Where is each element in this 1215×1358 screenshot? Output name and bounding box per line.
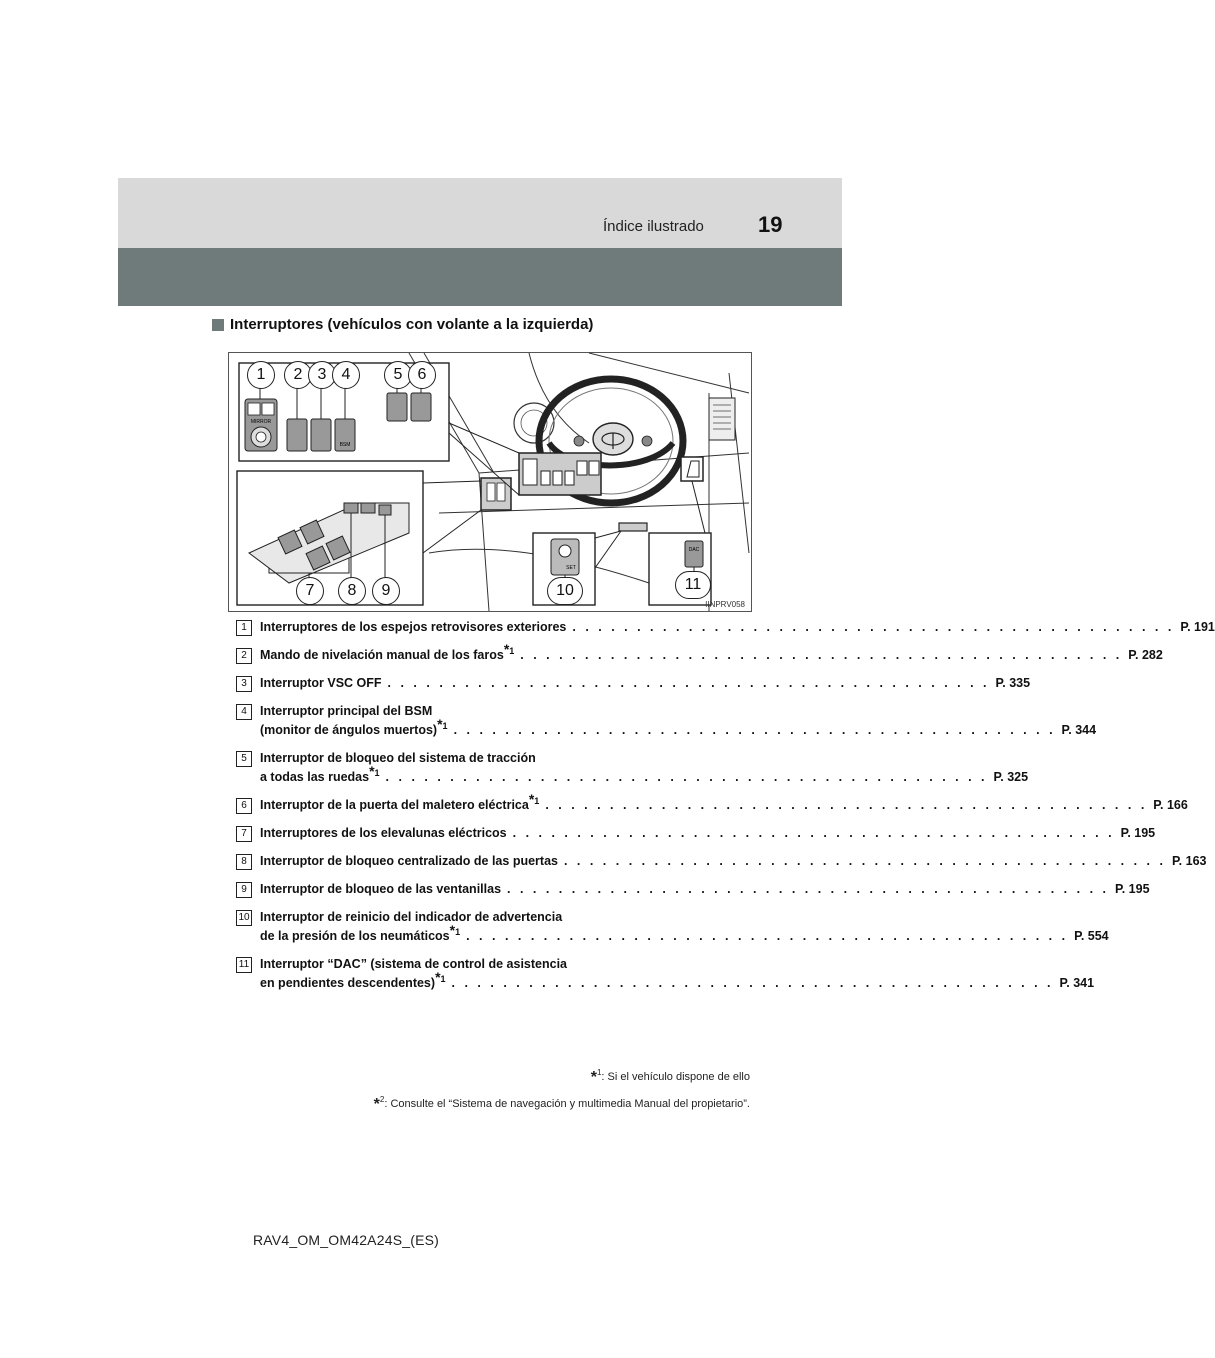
switch-index-list xyxy=(236,618,1215,1002)
callout-2: 2 xyxy=(284,361,312,389)
list-item xyxy=(236,702,1097,740)
item-number-badge: 5 xyxy=(236,751,252,767)
footnotes xyxy=(374,1062,750,1116)
bsm-label: BSM xyxy=(339,442,351,448)
dac-label: DAC xyxy=(688,547,700,553)
footnote-marker-number: 1 xyxy=(455,927,461,937)
item-number-badge: 3 xyxy=(236,676,252,692)
footnote-number: 1 xyxy=(596,1068,602,1077)
dot-leader: . . . . . . . . . . . . . . . . . . . . . . . . . . . . . . . . . . . . . . . . . . . . . . . xyxy=(507,882,1109,896)
item-number-badge: 6 xyxy=(236,798,252,814)
list-item xyxy=(236,749,1029,787)
footer-code: RAV4_OM_OM42A24S_(ES) xyxy=(253,1232,440,1248)
footnote xyxy=(374,1062,750,1089)
section-heading xyxy=(212,316,593,333)
item-number-badge: 1 xyxy=(236,620,252,636)
item-number-badge: 2 xyxy=(236,648,252,664)
square-bullet-icon xyxy=(212,319,224,331)
item-text-line: Interruptor de reinicio del indicador de advertencia xyxy=(260,910,563,924)
dot-leader: . . . . . . . . . . . . . . . . . . . . . . . . . . . . . . . . . . . . . . . . . . . . . . . xyxy=(563,854,1166,868)
footnote-marker-number: 1 xyxy=(374,768,380,778)
callout-11: 11 xyxy=(675,571,711,599)
item-title: Interruptor de bloqueo de las ventanillas xyxy=(260,882,502,896)
callout-6: 6 xyxy=(408,361,436,389)
footnote-text: : Si el vehículo dispone de ello xyxy=(601,1071,750,1083)
footnote-marker-number: 1 xyxy=(442,721,448,731)
item-title: Interruptor de la puerta del maletero eléctrica xyxy=(260,798,529,812)
list-item xyxy=(236,955,1095,993)
page-reference[interactable]: P. 163 xyxy=(1171,854,1207,868)
item-text-line: Interruptor principal del BSM xyxy=(260,704,433,718)
footnote-marker: *1 xyxy=(435,969,446,985)
dot-leader: . . . . . . . . . . . . . . . . . . . . . . . . . . . . . . . . . . . . . . . . . . . . . . . xyxy=(385,770,988,784)
callout-8: 8 xyxy=(338,577,366,605)
page-reference[interactable]: P. 166 xyxy=(1153,798,1188,812)
door-switch-location xyxy=(481,478,511,510)
page-reference[interactable]: P. 554 xyxy=(1074,929,1109,943)
section-name: Índice ilustrado xyxy=(603,218,704,235)
footnote-marker-number: 1 xyxy=(534,796,540,806)
callout-3: 3 xyxy=(308,361,336,389)
item-number-badge: 9 xyxy=(236,882,252,898)
footnote xyxy=(374,1089,750,1116)
switches-illustration xyxy=(228,352,752,612)
list-item xyxy=(236,824,1156,843)
mirror-label: MIRROR xyxy=(250,419,272,425)
page-reference[interactable]: P. 282 xyxy=(1128,648,1163,662)
footnote-marker: *1 xyxy=(528,791,540,807)
item-number-badge: 8 xyxy=(236,854,252,870)
list-item xyxy=(236,618,1215,637)
callout-5: 5 xyxy=(384,361,412,389)
item-number-badge: 7 xyxy=(236,826,252,842)
footnote-marker-number: 1 xyxy=(440,974,446,984)
item-title: Mando de nivelación manual de los faros xyxy=(260,648,504,662)
footnote-marker-number: 1 xyxy=(509,646,515,656)
footnote-marker: *1 xyxy=(369,763,380,779)
footnote-marker: *1 xyxy=(437,716,448,732)
item-title: (monitor de ángulos muertos) xyxy=(260,723,438,737)
footnote-marker: *1 xyxy=(449,922,461,938)
list-item xyxy=(236,880,1150,899)
header-top-band xyxy=(118,178,842,248)
item-title: Interruptores de los espejos retrovisores exteriores xyxy=(260,620,567,634)
item-title: Interruptor de bloqueo centralizado de las puertas xyxy=(260,854,558,868)
item-title: Interruptor VSC OFF xyxy=(260,676,382,690)
callout-10: 10 xyxy=(547,577,583,605)
footnote-marker: *1 xyxy=(503,641,515,657)
set-label: SET xyxy=(566,565,576,571)
dot-leader: . . . . . . . . . . . . . . . . . . . . . . . . . . . . . . . . . . . . . . . . . . . . . . . xyxy=(512,826,1115,840)
item-title: en pendientes descendentes) xyxy=(260,976,436,990)
page-reference[interactable]: P. 195 xyxy=(1115,882,1150,896)
footnote-number: 2 xyxy=(379,1095,385,1104)
item-text-line: Interruptor de bloqueo del sistema de tracción xyxy=(260,751,536,765)
dot-leader: . . . . . . . . . . . . . . . . . . . . . . . . . . . . . . . . . . . . . . . . . . . . . . . xyxy=(520,648,1123,662)
callout-9: 9 xyxy=(372,577,400,605)
item-number-badge: 10 xyxy=(236,910,252,926)
footnote-star: * xyxy=(373,1096,380,1113)
dot-leader: . . . . . . . . . . . . . . . . . . . . . . . . . . . . . . . . . . . . . . . . . . . . . . . xyxy=(387,676,990,690)
list-item xyxy=(236,908,1109,946)
dashboard-drawing xyxy=(229,353,751,611)
page-reference[interactable]: P. 335 xyxy=(995,676,1031,690)
header-dark-band xyxy=(118,248,842,306)
list-item xyxy=(236,791,1188,815)
dot-leader: . . . . . . . . . . . . . . . . . . . . . . . . . . . . . . . . . . . . . . . . . . . . . . . xyxy=(453,723,1056,737)
figure-code: IINPRV058 xyxy=(705,600,745,609)
page-reference[interactable]: P. 344 xyxy=(1061,723,1097,737)
item-title: a todas las ruedas xyxy=(260,770,370,784)
callout-4: 4 xyxy=(332,361,360,389)
dot-leader: . . . . . . . . . . . . . . . . . . . . . . . . . . . . . . . . . . . . . . . . . . . . . . . xyxy=(451,976,1054,990)
item-title: Interruptores de los elevalunas eléctricos xyxy=(260,826,507,840)
section-heading-text: Interruptores (vehículos con volante a la izquierda) xyxy=(230,316,594,333)
list-item xyxy=(236,674,1031,693)
footnote-text: : Consulte el “Sistema de navegación y multimedia Manual del propietario”. xyxy=(384,1098,750,1110)
list-item xyxy=(236,641,1163,665)
item-title: de la presión de los neumáticos xyxy=(260,929,450,943)
list-item xyxy=(236,852,1207,871)
dot-leader: . . . . . . . . . . . . . . . . . . . . . . . . . . . . . . . . . . . . . . . . . . . . . . . xyxy=(466,929,1069,943)
callout-7: 7 xyxy=(296,577,324,605)
page-reference[interactable]: P. 195 xyxy=(1120,826,1156,840)
callout-1: 1 xyxy=(247,361,275,389)
page-reference[interactable]: P. 191 xyxy=(1180,620,1215,634)
item-number-badge: 11 xyxy=(236,957,252,973)
page-reference[interactable]: P. 325 xyxy=(993,770,1029,784)
footnote-star: * xyxy=(590,1069,597,1086)
dot-leader: . . . . . . . . . . . . . . . . . . . . . . . . . . . . . . . . . . . . . . . . . . . . . . . xyxy=(545,798,1148,812)
page-number: 19 xyxy=(758,212,783,237)
item-text-line: Interruptor “DAC” (sistema de control de asistencia xyxy=(260,957,568,971)
dot-leader: . . . . . . . . . . . . . . . . . . . . . . . . . . . . . . . . . . . . . . . . . . . . . . . xyxy=(572,620,1175,634)
item-number-badge: 4 xyxy=(236,704,252,720)
page-reference[interactable]: P. 341 xyxy=(1059,976,1095,990)
